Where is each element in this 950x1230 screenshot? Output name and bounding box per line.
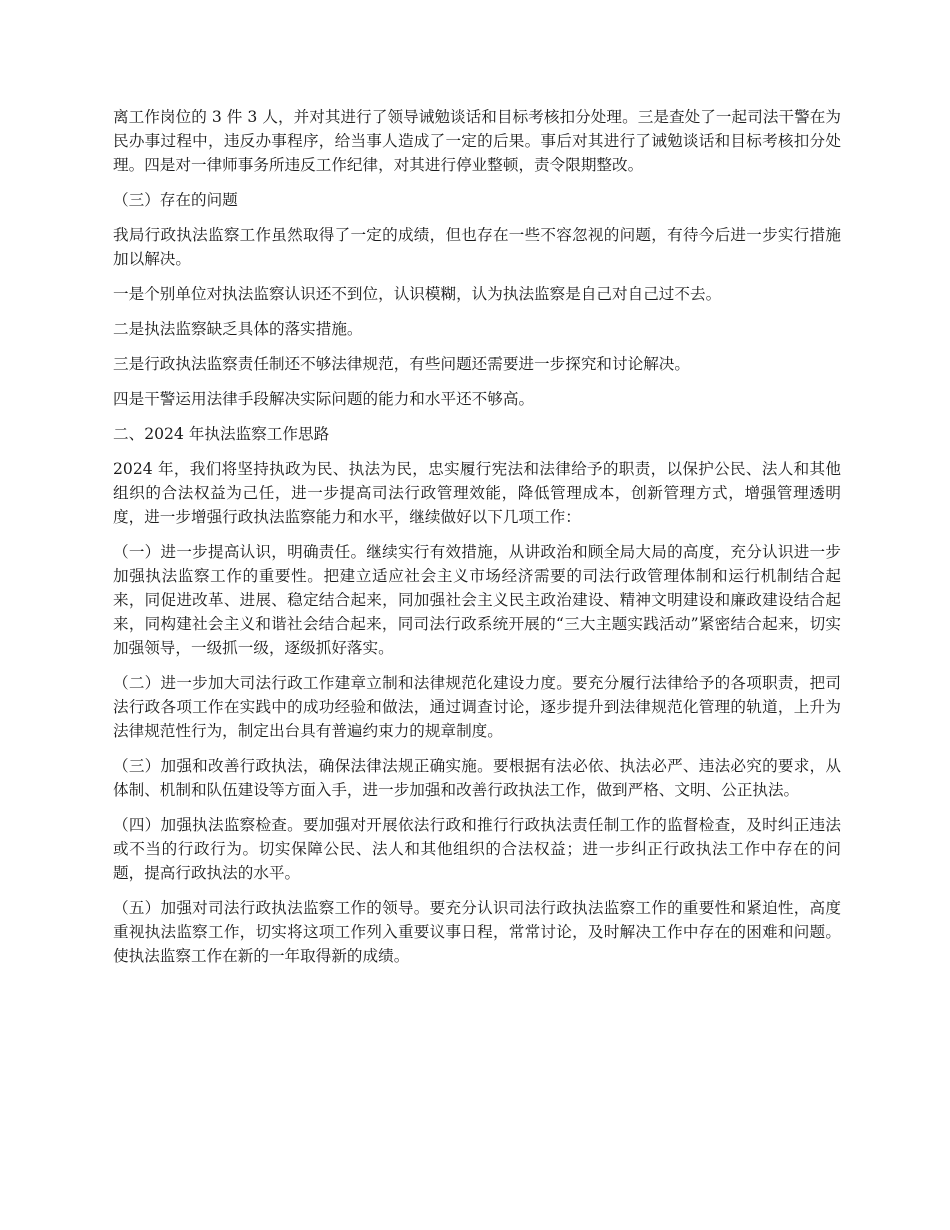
heading-existing-problems: （三）存在的问题 (113, 191, 238, 209)
document-page (113, 105, 841, 979)
paragraph-discipline-cases: 离工作岗位的 3 件 3 人，并对其进行了领导诫勉谈话和目标考核扣分处理。三是查处了一起司法干警在为民办事过程中，违反办事程序，给当事人造成了一定的后果。事后对其进行了诫勉谈话和目标考核扣分处理。四是对一律师事务所违反工作纪律，对其进行停业整顿，责令限期整改。 (113, 108, 841, 174)
paragraph-problems-intro: 我局行政执法监察工作虽然取得了一定的成绩，但也存在一些不容忽视的问题，有待今后进一步实行措施加以解决。 (113, 226, 841, 268)
paragraph-plan-item-three: （三）加强和改善行政执法，确保法律法规正确实施。要根据有法必依、执法必严、违法必究的要求，从体制、机制和队伍建设等方面入手，进一步加强和改善行政执法工作，做到严格、文明、公正执法。 (113, 757, 841, 799)
paragraph-plan-item-one: （一）进一步提高认识，明确责任。继续实行有效措施，从讲政治和顾全局大局的高度，充分认识进一步加强执法监察工作的重要性。把建立适应社会主义市场经济需要的司法行政管理体制和运行机制结合起来，同促进改革、进展、稳定结合起来，同加强社会主义民主政治建设、精神文明建设和廉政建设结合起来，同构建社会主义和谐社会结合起来，同司法行政系统开展的“三大主题实践活动”紧密结合起来，切实加强领导，一级抓一级，逐级抓好落实。 (113, 543, 841, 657)
paragraph-problem-four: 四是干警运用法律手段解决实际问题的能力和水平还不够高。 (113, 390, 535, 408)
paragraph-plan-item-four: （四）加强执法监察检查。要加强对开展依法行政和推行行政执法责任制工作的监督检查，及时纠正违法或不当的行政行为。切实保障公民、法人和其他组织的合法权益；进一步纠正行政执法工作中存在的问题，提高行政执法的水平。 (113, 816, 841, 882)
paragraph-problem-three: 三是行政执法监察责任制还不够法律规范，有些问题还需要进一步探究和讨论解决。 (113, 355, 690, 373)
paragraph-problem-two: 二是执法监察缺乏具体的落实措施。 (113, 320, 363, 338)
paragraph-problem-one: 一是个别单位对执法监察认识还不到位，认识模糊，认为执法监察是自己对自己过不去。 (113, 285, 722, 303)
heading-work-plan: 二、2024 年执法监察工作思路 (113, 425, 330, 443)
paragraph-plan-item-five: （五）加强对司法行政执法监察工作的领导。要充分认识司法行政执法监察工作的重要性和紧迫性，高度重视执法监察工作，切实将这项工作列入重要议事日程，常常讨论，及时解决工作中存在的困难和问题。使执法监察工作在新的一年取得新的成绩。 (113, 899, 841, 965)
paragraph-work-plan-intro: 2024 年，我们将坚持执政为民、执法为民，忠实履行宪法和法律给予的职责，以保护公民、法人和其他组织的合法权益为己任，进一步提高司法行政管理效能，降低管理成本，创新管理方式，增强管理透明度，进一步增强行政执法监察能力和水平，继续做好以下几项工作： (113, 460, 841, 526)
paragraph-plan-item-two: （二）进一步加大司法行政工作建章立制和法律规范化建设力度。要充分履行法律给予的各项职责，把司法行政各项工作在实践中的成功经验和做法，通过调查讨论，逐步提升到法律规范化管理的轨道，上升为法律规范性行为，制定出台具有普遍约束力的规章制度。 (113, 674, 841, 740)
